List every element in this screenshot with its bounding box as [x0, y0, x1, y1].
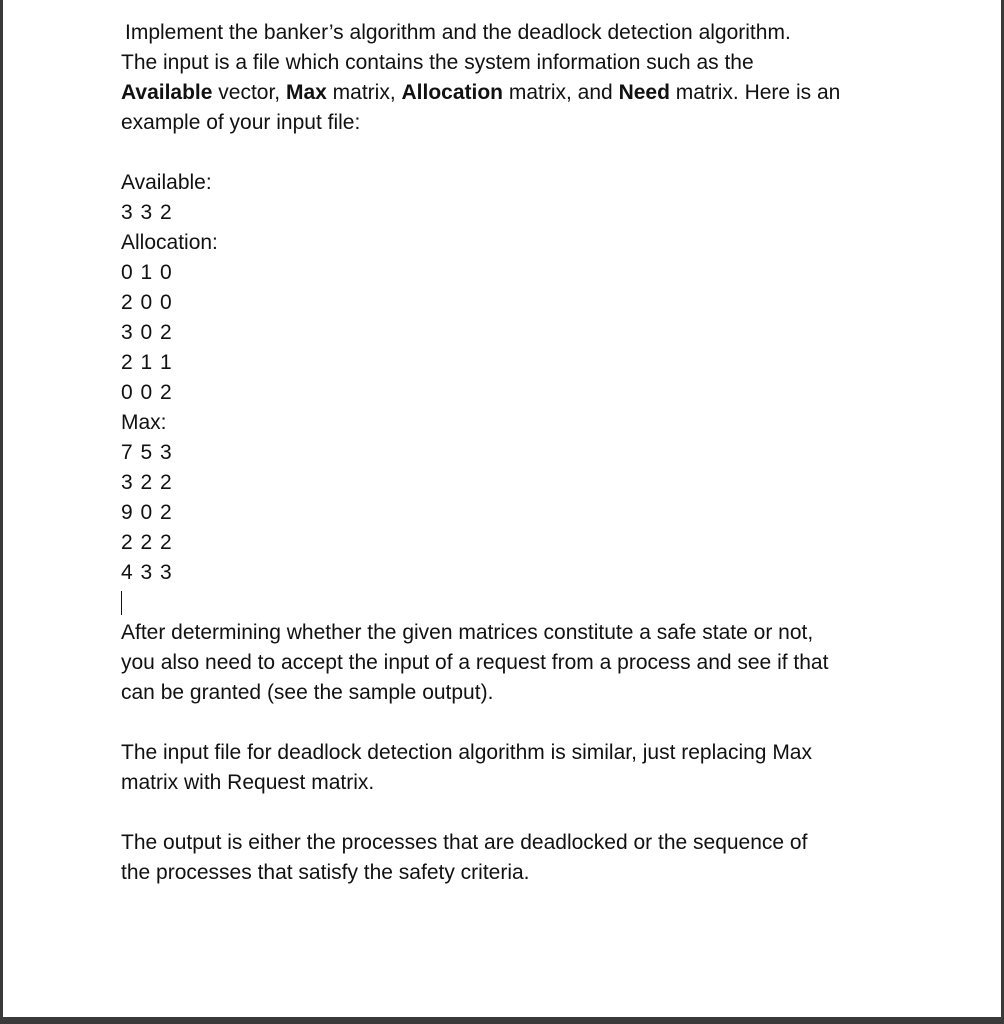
- paragraph-1-line-2: you also need to accept the input of a request from a process and see if that: [121, 651, 829, 674]
- blank-line: [121, 798, 901, 828]
- window-frame-left: [0, 0, 3, 1024]
- max-row: 3 2 2: [121, 471, 173, 494]
- need-term: Need: [618, 81, 670, 104]
- text-cursor: [121, 591, 122, 615]
- blank-line: [121, 138, 901, 168]
- allocation-label: Allocation:: [121, 231, 218, 254]
- available-vector: 3 3 2: [121, 201, 173, 224]
- allocation-row: 0 0 2: [121, 381, 173, 404]
- allocation-row: 3 0 2: [121, 321, 173, 344]
- max-row: 4 3 3: [121, 561, 173, 584]
- intro-line-2: The input is a file which contains the system information such as the: [121, 51, 754, 74]
- intro-line-3-text-4: matrix. Here is an: [669, 81, 841, 104]
- window-frame-bottom: [0, 1017, 1004, 1024]
- max-row: 7 5 3: [121, 441, 173, 464]
- allocation-row: 2 0 0: [121, 291, 173, 314]
- paragraph-1-line-1: After determining whether the given matrices constitute a safe state or not,: [121, 621, 814, 644]
- available-label: Available:: [121, 171, 212, 194]
- intro-line-3-text-3: matrix, and: [503, 81, 619, 104]
- available-term: Available: [121, 81, 213, 104]
- intro-line-1: Implement the banker’s algorithm and the deadlock detection algorithm.: [125, 21, 791, 44]
- allocation-term: Allocation: [401, 81, 504, 104]
- paragraph-2-line-1: The input file for deadlock detection algorithm is similar, just replacing Max: [121, 741, 812, 764]
- paragraph-3-line-2: the processes that satisfy the safety criteria.: [121, 861, 530, 884]
- intro-line-3: [121, 78, 901, 108]
- paragraph-1-line-3: can be granted (see the sample output).: [121, 681, 494, 704]
- document-page[interactable]: [121, 18, 901, 888]
- max-row: 2 2 2: [121, 531, 173, 554]
- intro-line-4: example of your input file:: [121, 111, 361, 134]
- allocation-row: 2 1 1: [121, 351, 173, 374]
- max-term: Max: [285, 81, 327, 104]
- blank-line: [121, 708, 901, 738]
- intro-line-3-text-1: vector,: [212, 81, 286, 104]
- max-row: 9 0 2: [121, 501, 173, 524]
- paragraph-2-line-2: matrix with Request matrix.: [121, 771, 375, 794]
- max-label: Max:: [121, 411, 167, 434]
- intro-line-3-text-2: matrix,: [326, 81, 402, 104]
- paragraph-3-line-1: The output is either the processes that are deadlocked or the sequence of: [121, 831, 808, 854]
- allocation-row: 0 1 0: [121, 261, 173, 284]
